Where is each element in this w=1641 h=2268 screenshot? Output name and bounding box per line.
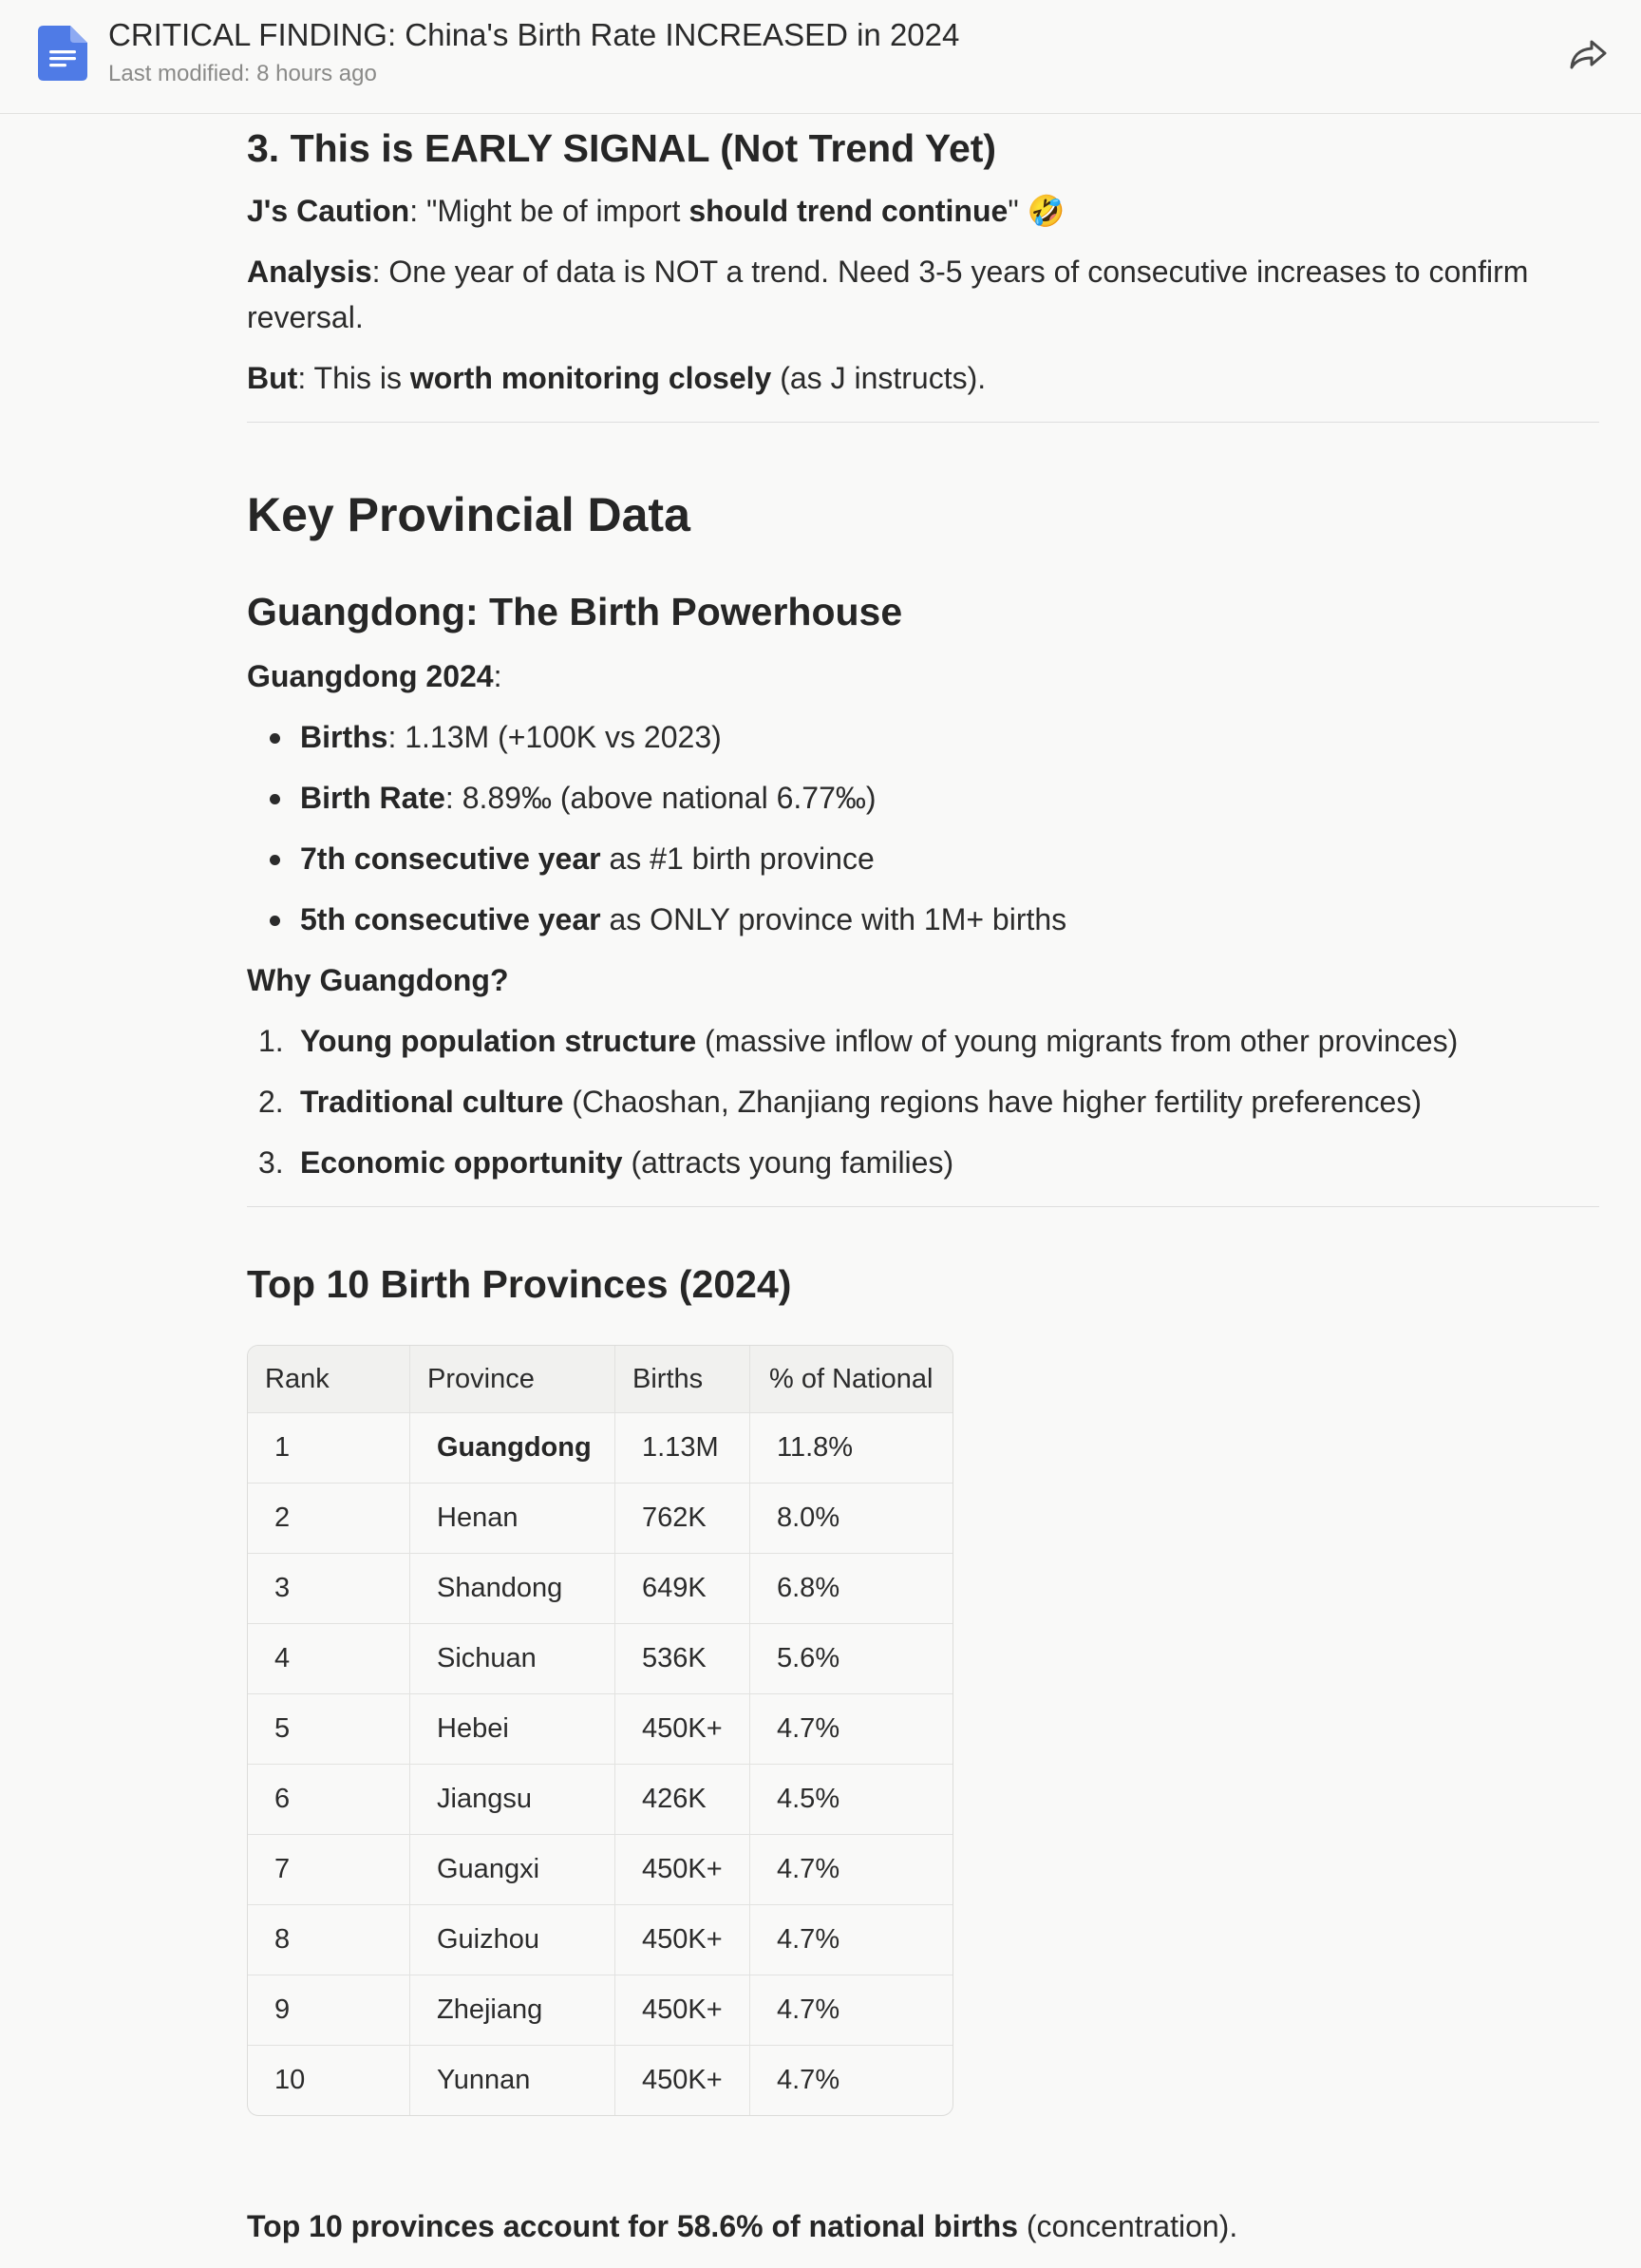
- percent-cell: 4.7%: [749, 1835, 953, 1904]
- caution-text: : "Might be of import: [409, 194, 689, 228]
- reason-text: (massive inflow of young migrants from other provinces): [696, 1024, 1459, 1058]
- bullet-text: : 8.89‰ (above national 6.77‰): [444, 781, 877, 815]
- percent-cell: 4.7%: [749, 1905, 953, 1975]
- table-row: [248, 1834, 953, 1904]
- divider: [247, 1206, 1599, 1207]
- document-header: [0, 0, 1641, 114]
- caution-paragraph: [247, 190, 1065, 232]
- percent-cell: 4.5%: [749, 1765, 953, 1834]
- births-cell: 450K+: [614, 1975, 749, 2045]
- table-header-row: [248, 1346, 953, 1412]
- list-item: [300, 898, 1066, 940]
- subheading-top10: Top 10 Birth Provinces (2024): [247, 1262, 792, 1306]
- province-cell: Shandong: [409, 1554, 614, 1623]
- province-cell: Guangxi: [409, 1835, 614, 1904]
- table-row: [248, 1623, 953, 1693]
- bullet-bold: Births: [300, 720, 388, 754]
- births-cell: 450K+: [614, 1694, 749, 1764]
- births-cell: 536K: [614, 1624, 749, 1693]
- births-cell: 450K+: [614, 1905, 749, 1975]
- percent-cell: 4.7%: [749, 2046, 953, 2115]
- bullet-text: : 1.13M (+100K vs 2023): [387, 720, 722, 754]
- rank-cell: 3: [274, 1573, 291, 1603]
- section-heading-early-signal: 3. This is EARLY SIGNAL (Not Trend Yet): [247, 126, 997, 170]
- bullet-bold: 7th consecutive year: [300, 841, 601, 876]
- rank-cell: 5: [274, 1713, 291, 1744]
- births-cell: 450K+: [614, 2046, 749, 2115]
- reason-text: (Chaoshan, Zhanjiang regions have higher fertility preferences): [563, 1085, 1422, 1119]
- section-heading-provincial: Key Provincial Data: [247, 488, 690, 541]
- reason-bold: Economic opportunity: [300, 1145, 623, 1180]
- list-item: [300, 777, 877, 819]
- province-cell: Yunnan: [409, 2046, 614, 2115]
- analysis-text-line1: : One year of data is NOT a trend. Need 3-5 years of consecutive increases to confirm: [371, 255, 1529, 289]
- table-row: [248, 1553, 953, 1623]
- province-cell: Jiangsu: [409, 1765, 614, 1834]
- percent-cell: 6.8%: [749, 1554, 953, 1623]
- rank-cell: 10: [274, 2065, 306, 2095]
- province-cell: Hebei: [409, 1694, 614, 1764]
- percent-cell: 4.7%: [749, 1975, 953, 2045]
- summary-paragraph: [247, 2205, 1237, 2247]
- caution-quote-end: ": [1008, 194, 1019, 228]
- column-header-rank: Rank: [265, 1363, 330, 1394]
- rank-cell: 4: [274, 1643, 291, 1673]
- analysis-text-line2: reversal.: [247, 300, 364, 334]
- summary-bold: Top 10 provinces account for 58.6% of national births: [247, 2209, 1018, 2243]
- table-row: [248, 1904, 953, 1975]
- top10-provinces-table: [247, 1345, 953, 2116]
- bullet-text: as #1 birth province: [600, 841, 875, 876]
- table-row: [248, 1412, 953, 1483]
- table-row: [248, 1483, 953, 1553]
- bullet-dot: [270, 855, 280, 865]
- column-header-births: Births: [614, 1346, 749, 1412]
- guangdong-2024-label: [247, 655, 501, 697]
- births-cell: 450K+: [614, 1835, 749, 1904]
- births-cell: 649K: [614, 1554, 749, 1623]
- births-cell: 762K: [614, 1484, 749, 1553]
- summary-text: (concentration).: [1018, 2209, 1238, 2243]
- bullet-dot: [270, 733, 280, 744]
- rank-cell: 1: [274, 1432, 291, 1463]
- table-row: [248, 1693, 953, 1764]
- document-icon: [38, 26, 87, 81]
- percent-cell: 8.0%: [749, 1484, 953, 1553]
- list-item: [300, 716, 722, 758]
- province-cell: [409, 1413, 614, 1483]
- bullet-dot: [270, 916, 280, 926]
- list-item: [300, 1020, 1458, 1062]
- province-cell: Guizhou: [409, 1905, 614, 1975]
- bullet-bold: 5th consecutive year: [300, 902, 601, 936]
- but-text: : This is: [297, 361, 410, 395]
- reason-bold: Young population structure: [300, 1024, 697, 1058]
- column-header-percent: % of National: [749, 1346, 953, 1412]
- list-item: [300, 1081, 1422, 1123]
- but-bold-text: worth monitoring closely: [409, 361, 772, 395]
- births-cell: 1.13M: [614, 1413, 749, 1483]
- list-number: 2.: [258, 1085, 284, 1119]
- why-guangdong-bold: Why Guangdong?: [247, 963, 509, 997]
- province-cell: Henan: [409, 1484, 614, 1553]
- list-number: 3.: [258, 1145, 284, 1180]
- guangdong-2024-bold: Guangdong 2024: [247, 659, 494, 693]
- percent-cell: 4.7%: [749, 1694, 953, 1764]
- laughing-emoji-icon: 🤣: [1027, 194, 1066, 228]
- caution-label: J's Caution: [247, 194, 410, 228]
- but-label: But: [247, 361, 298, 395]
- subheading-guangdong: Guangdong: The Birth Powerhouse: [247, 590, 903, 633]
- province-cell: Zhejiang: [409, 1975, 614, 2045]
- column-header-province: Province: [409, 1346, 614, 1412]
- why-guangdong-label: [247, 959, 509, 1001]
- divider: [247, 422, 1599, 423]
- bullet-dot: [270, 794, 280, 804]
- list-item: [300, 1142, 953, 1183]
- table-row: [248, 1764, 953, 1834]
- rank-cell: 2: [274, 1503, 291, 1533]
- rank-cell: 7: [274, 1854, 291, 1884]
- births-cell: 426K: [614, 1765, 749, 1834]
- caution-bold-text: should trend continue: [688, 194, 1009, 228]
- share-arrow-icon[interactable]: [1567, 36, 1611, 74]
- list-item: [300, 838, 875, 879]
- reason-text: (attracts young families): [622, 1145, 954, 1180]
- guangdong-colon: :: [493, 659, 502, 693]
- bullet-text: as ONLY province with 1M+ births: [600, 902, 1067, 936]
- table-row: [248, 2045, 953, 2115]
- list-number: 1.: [258, 1024, 284, 1058]
- analysis-paragraph: [247, 251, 1528, 293]
- rank-cell: 8: [274, 1924, 291, 1955]
- percent-cell: 11.8%: [749, 1413, 953, 1483]
- last-modified-text: Last modified: 8 hours ago: [108, 61, 377, 86]
- province-cell: Sichuan: [409, 1624, 614, 1693]
- reason-bold: Traditional culture: [300, 1085, 564, 1119]
- province-cell-bold: Guangdong: [437, 1432, 592, 1463]
- document-title: CRITICAL FINDING: China's Birth Rate INCREASED in 2024: [108, 17, 960, 52]
- rank-cell: 9: [274, 1994, 291, 2025]
- percent-cell: 5.6%: [749, 1624, 953, 1693]
- table-row: [248, 1975, 953, 2045]
- analysis-label: Analysis: [247, 255, 372, 289]
- rank-cell: 6: [274, 1784, 291, 1814]
- but-text-end: (as J instructs).: [771, 361, 987, 395]
- bullet-bold: Birth Rate: [300, 781, 445, 815]
- but-paragraph: [247, 357, 986, 399]
